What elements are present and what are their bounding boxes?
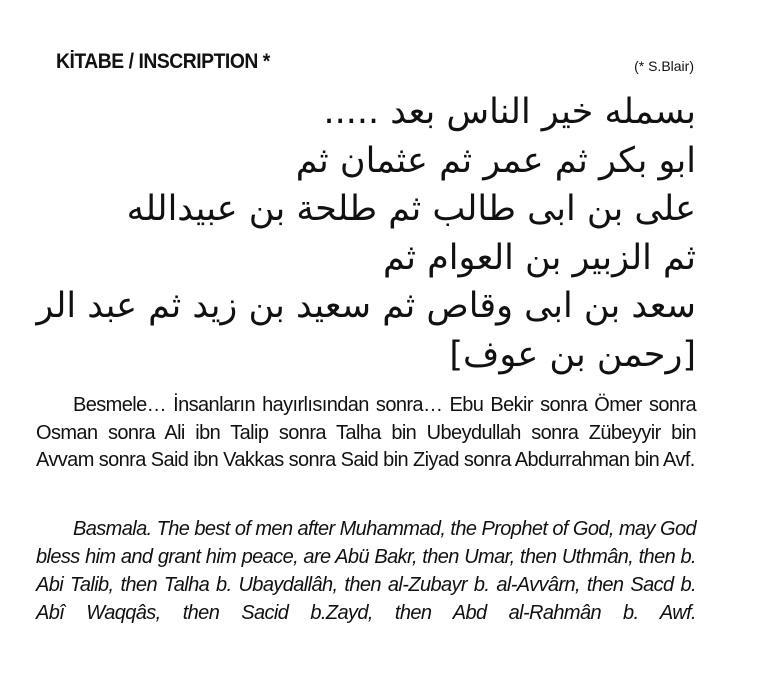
arabic-line: سعد بن ابى وقاص ثم سعيد بن زيد ثم عبد الر <box>36 286 696 326</box>
arabic-line: [رحمن بن عوف] <box>449 334 696 375</box>
source-credit: (* S.Blair) <box>634 58 694 74</box>
english-translation <box>36 515 696 627</box>
arabic-line: على بن ابى طالب ثم طلحة بن عبيدالله <box>126 189 696 229</box>
turkish-paragraph: Besmele… İnsanların hayırlısından sonra… Ebu Bekir sonra Ömer sonra Osman sonra Ali ibn Talip sonra Talha bin Ubeydullah sonra Zübeyyir bin Avvam sonra Said ibn Vakkas sonra Said bin Ziyad sonra Abdurrahman bin Avf. <box>36 394 696 471</box>
inscription-heading: KİTABE / INSCRIPTION * <box>56 50 270 73</box>
english-paragraph: Basmala. The best of men after Muhammad, the Prophet of God, may God bless him and grant him peace, are Abü Bakr, then Umar, then Uthmân, then b. Abi Talib, then Talha b. Ubaydallâh, then al-Zubayr b. al-Avvârn, then Sacd b. Abî Waqqâs, then Sacid b.Zayd, then Abd al-Rahmân b. Awf. <box>36 518 696 624</box>
arabic-line: ابو بكر ثم عمر ثم عثمان ثم <box>295 140 696 181</box>
arabic-line: ثم الزبير بن العوام ثم <box>382 237 696 278</box>
turkish-translation <box>36 392 696 475</box>
arabic-inscription-text <box>36 88 696 379</box>
arabic-line: بسمله خير الناس بعد ..... <box>323 92 696 132</box>
